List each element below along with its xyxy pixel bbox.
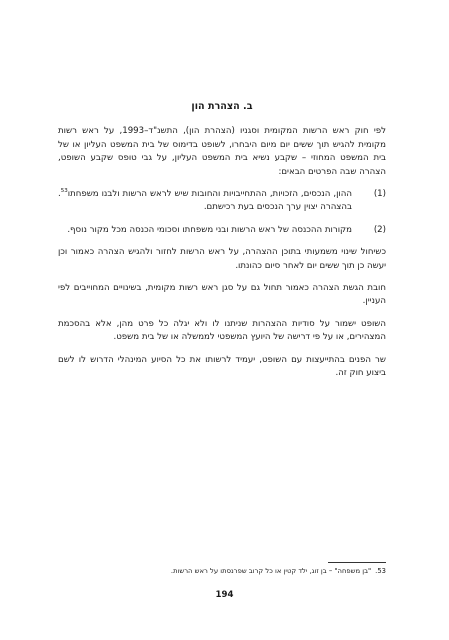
intro-paragraph: לפי חוק ראש הרשות המקומית וסגניו (הצהרת הון), התשנ"ד–1993, על ראש רשות מקומית להגיש תוך ששים יום מיום היבחרו, לשופט בדימוס של בית המשפט העליון או של בית המשפט המחוזי – שקבע נשיא בית המשפט העליון, על גבי טופס שקבע השופט, הצהרה שבה הפרטים הבאים:	[58, 126, 387, 177]
list-item	[58, 188, 386, 215]
footnote-text: "בן משפחה" – בן זוג, ילד קטין או כל קרוב שפרנסתו על ראש הרשות.	[170, 567, 372, 575]
body-paragraph: השופט ישמור על סודיות ההצהרות שניתנו לו ולא יגלה כל פרט מהן, אלא בהסכמת המצהירים, או על פי דרישה של היועץ המשפטי לממשלה או של בית משפט.	[58, 318, 386, 343]
section-heading: ב. הצהרת הון	[191, 101, 253, 112]
page-body	[58, 100, 386, 390]
footnote	[58, 566, 386, 576]
list-item-number: (2)	[373, 224, 386, 235]
list-item-text-before: ההון, הנכסים, הזכויות, ההתחייבויות והחובות שיש לראש הרשות ולבנו משפחתו	[67, 189, 352, 200]
list-item-text: מקורות ההכנסה של ראש הרשות ובני משפחתו וסכומי הכנסה מכל מקור נוסף.	[67, 224, 352, 235]
body-paragraph: שר הפנים בהתייעצות עם השופט, יעמיד לרשותו את כל הסיוע המינהלי הדרוש לו לשם ביצוע חוק זה.	[58, 354, 386, 379]
footnote-reference: 53	[60, 188, 68, 195]
page-number: 194	[215, 590, 234, 600]
body-paragraph: כשיחול שינוי משמעותי בתוכן ההצהרה, על ראש הרשות לחזור ולהגיש הצהרה כאמור וכן יעשה כן תוך ששים יום לאחר סיום כהונתו.	[58, 247, 386, 271]
list-item-text	[58, 188, 352, 215]
list-item-text-after: . בהצהרה יצוין ערך הנכסים בעת רכישתם.	[58, 189, 352, 213]
list-item-number: (1)	[373, 189, 386, 200]
list-item	[58, 224, 386, 237]
body-paragraph: חובת הגשת הצהרה כאמור תחול גם על סגן ראש רשות מקומית, בשינויים המחוייבים לפי העניין.	[58, 283, 386, 307]
footnote-number: 53.	[375, 567, 386, 575]
footnote-divider	[328, 562, 386, 563]
